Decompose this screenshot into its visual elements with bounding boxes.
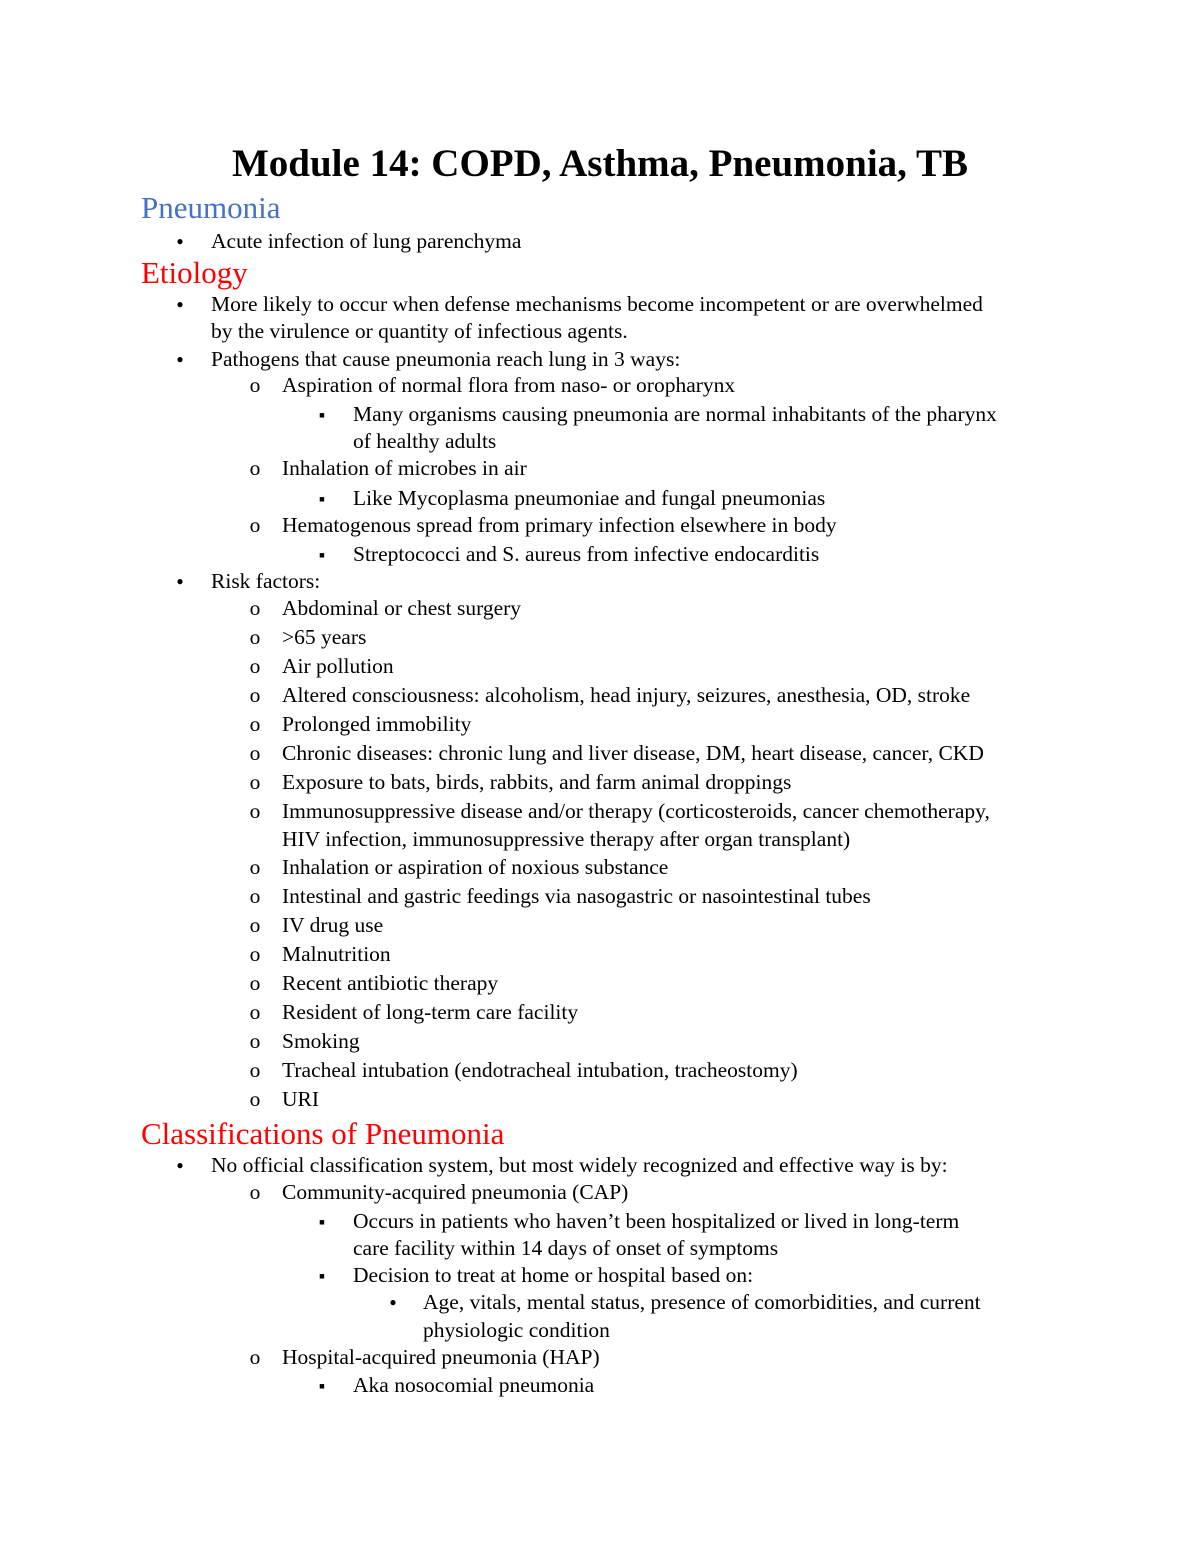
bullet-square-icon — [312, 1261, 332, 1290]
risk-factor-item: Prolonged immobility — [282, 712, 472, 736]
bullet-circle-icon: o — [249, 971, 261, 995]
risk-factor-item: Resident of long-term care facility — [282, 1000, 579, 1024]
risk-factor-item: Abdominal or chest surgery — [282, 596, 522, 620]
bullet-circle-icon: o — [249, 625, 261, 649]
list-item: No official classification system, but most widely recognized and effective way is by: — [211, 1153, 948, 1177]
list-item-continuation: of healthy adults — [353, 429, 497, 453]
bullet-circle-icon: o — [249, 884, 261, 908]
bullet-circle-icon: o — [249, 513, 261, 537]
risk-factor-item: IV drug use — [282, 913, 384, 937]
bullet-circle-icon: o — [249, 799, 261, 823]
bullet-circle-icon: o — [249, 741, 261, 765]
list-item-continuation: care facility within 14 days of onset of symptoms — [353, 1236, 779, 1260]
list-item: Pathogens that cause pneumonia reach lung in 3 ways: — [211, 347, 681, 371]
bullet-circle-icon: o — [249, 942, 261, 966]
list-item-continuation: physiologic condition — [423, 1318, 610, 1342]
bullet-circle-icon: o — [249, 1058, 261, 1082]
document-title: Module 14: COPD, Asthma, Pneumonia, TB — [231, 142, 968, 185]
list-item: Aka nosocomial pneumonia — [353, 1373, 595, 1397]
bullet-circle-icon: o — [249, 1000, 261, 1024]
bullet-square-icon — [312, 484, 332, 513]
bullet-dot-icon — [170, 567, 190, 598]
bullet-circle-icon: o — [249, 770, 261, 794]
list-item-continuation: by the virulence or quantity of infectious agents. — [211, 319, 628, 343]
risk-factor-item: Recent antibiotic therapy — [282, 971, 499, 995]
bullet-square-icon — [312, 400, 332, 429]
bullet-circle-icon: o — [249, 654, 261, 678]
bullet-dot-icon — [170, 227, 190, 258]
risk-factor-item: >65 years — [282, 625, 367, 649]
list-item: Occurs in patients who haven’t been hospitalized or lived in long-term — [353, 1209, 960, 1233]
bullet-circle-icon: o — [249, 1345, 261, 1369]
list-item: Like Mycoplasma pneumoniae and fungal pneumonias — [353, 486, 826, 510]
list-item: Age, vitals, mental status, presence of comorbidities, and current — [423, 1290, 981, 1314]
bullet-dot-icon — [383, 1288, 403, 1319]
section-heading-pneumonia: Pneumonia — [141, 190, 281, 225]
list-item: Aspiration of normal flora from naso- or oropharynx — [282, 373, 736, 397]
list-item: Inhalation of microbes in air — [282, 456, 527, 480]
bullet-circle-icon: o — [249, 855, 261, 879]
bullet-circle-icon: o — [249, 1180, 261, 1204]
list-item: Acute infection of lung parenchyma — [211, 229, 522, 253]
risk-factor-item: Exposure to bats, birds, rabbits, and farm animal droppings — [282, 770, 792, 794]
risk-factor-item: Tracheal intubation (endotracheal intubation, tracheostomy) — [282, 1058, 798, 1082]
bullet-square-icon — [312, 1207, 332, 1236]
list-item: Decision to treat at home or hospital based on: — [353, 1263, 754, 1287]
risk-factor-continuation: HIV infection, immunosuppressive therapy after organ transplant) — [282, 827, 851, 851]
bullet-dot-icon — [170, 345, 190, 376]
list-item: Streptococci and S. aureus from infective endocarditis — [353, 542, 820, 566]
bullet-circle-icon: o — [249, 712, 261, 736]
bullet-square-icon — [312, 540, 332, 569]
bullet-dot-icon — [170, 1151, 190, 1182]
list-item: Hematogenous spread from primary infection elsewhere in body — [282, 513, 837, 537]
bullet-square-icon — [312, 1371, 332, 1400]
bullet-circle-icon: o — [249, 913, 261, 937]
section-heading-etiology: Etiology — [141, 255, 248, 290]
risk-factor-item: Chronic diseases: chronic lung and liver disease, DM, heart disease, cancer, CKD — [282, 741, 984, 765]
bullet-circle-icon: o — [249, 1087, 261, 1111]
risk-factor-item: URI — [282, 1087, 320, 1111]
bullet-circle-icon: o — [249, 456, 261, 480]
risk-factor-item: Altered consciousness: alcoholism, head injury, seizures, anesthesia, OD, stroke — [282, 683, 971, 707]
list-item: Community-acquired pneumonia (CAP) — [282, 1180, 629, 1204]
bullet-circle-icon: o — [249, 373, 261, 397]
risk-factor-item: Inhalation or aspiration of noxious substance — [282, 855, 669, 879]
bullet-circle-icon: o — [249, 683, 261, 707]
risk-factor-item: Air pollution — [282, 654, 394, 678]
list-item: More likely to occur when defense mechanisms become incompetent or are overwhelmed — [211, 292, 983, 316]
list-item: Hospital-acquired pneumonia (HAP) — [282, 1345, 600, 1369]
risk-factor-item: Intestinal and gastric feedings via nasogastric or nasointestinal tubes — [282, 884, 871, 908]
bullet-circle-icon: o — [249, 1029, 261, 1053]
list-item: Many organisms causing pneumonia are normal inhabitants of the pharynx — [353, 402, 997, 426]
risk-factor-item: Immunosuppressive disease and/or therapy (corticosteroids, cancer chemotherapy, — [282, 799, 990, 823]
list-item: Risk factors: — [211, 569, 321, 593]
section-heading-classifications: Classifications of Pneumonia — [141, 1116, 505, 1151]
bullet-circle-icon: o — [249, 596, 261, 620]
bullet-dot-icon — [170, 290, 190, 321]
risk-factor-item: Smoking — [282, 1029, 360, 1053]
risk-factor-item: Malnutrition — [282, 942, 391, 966]
